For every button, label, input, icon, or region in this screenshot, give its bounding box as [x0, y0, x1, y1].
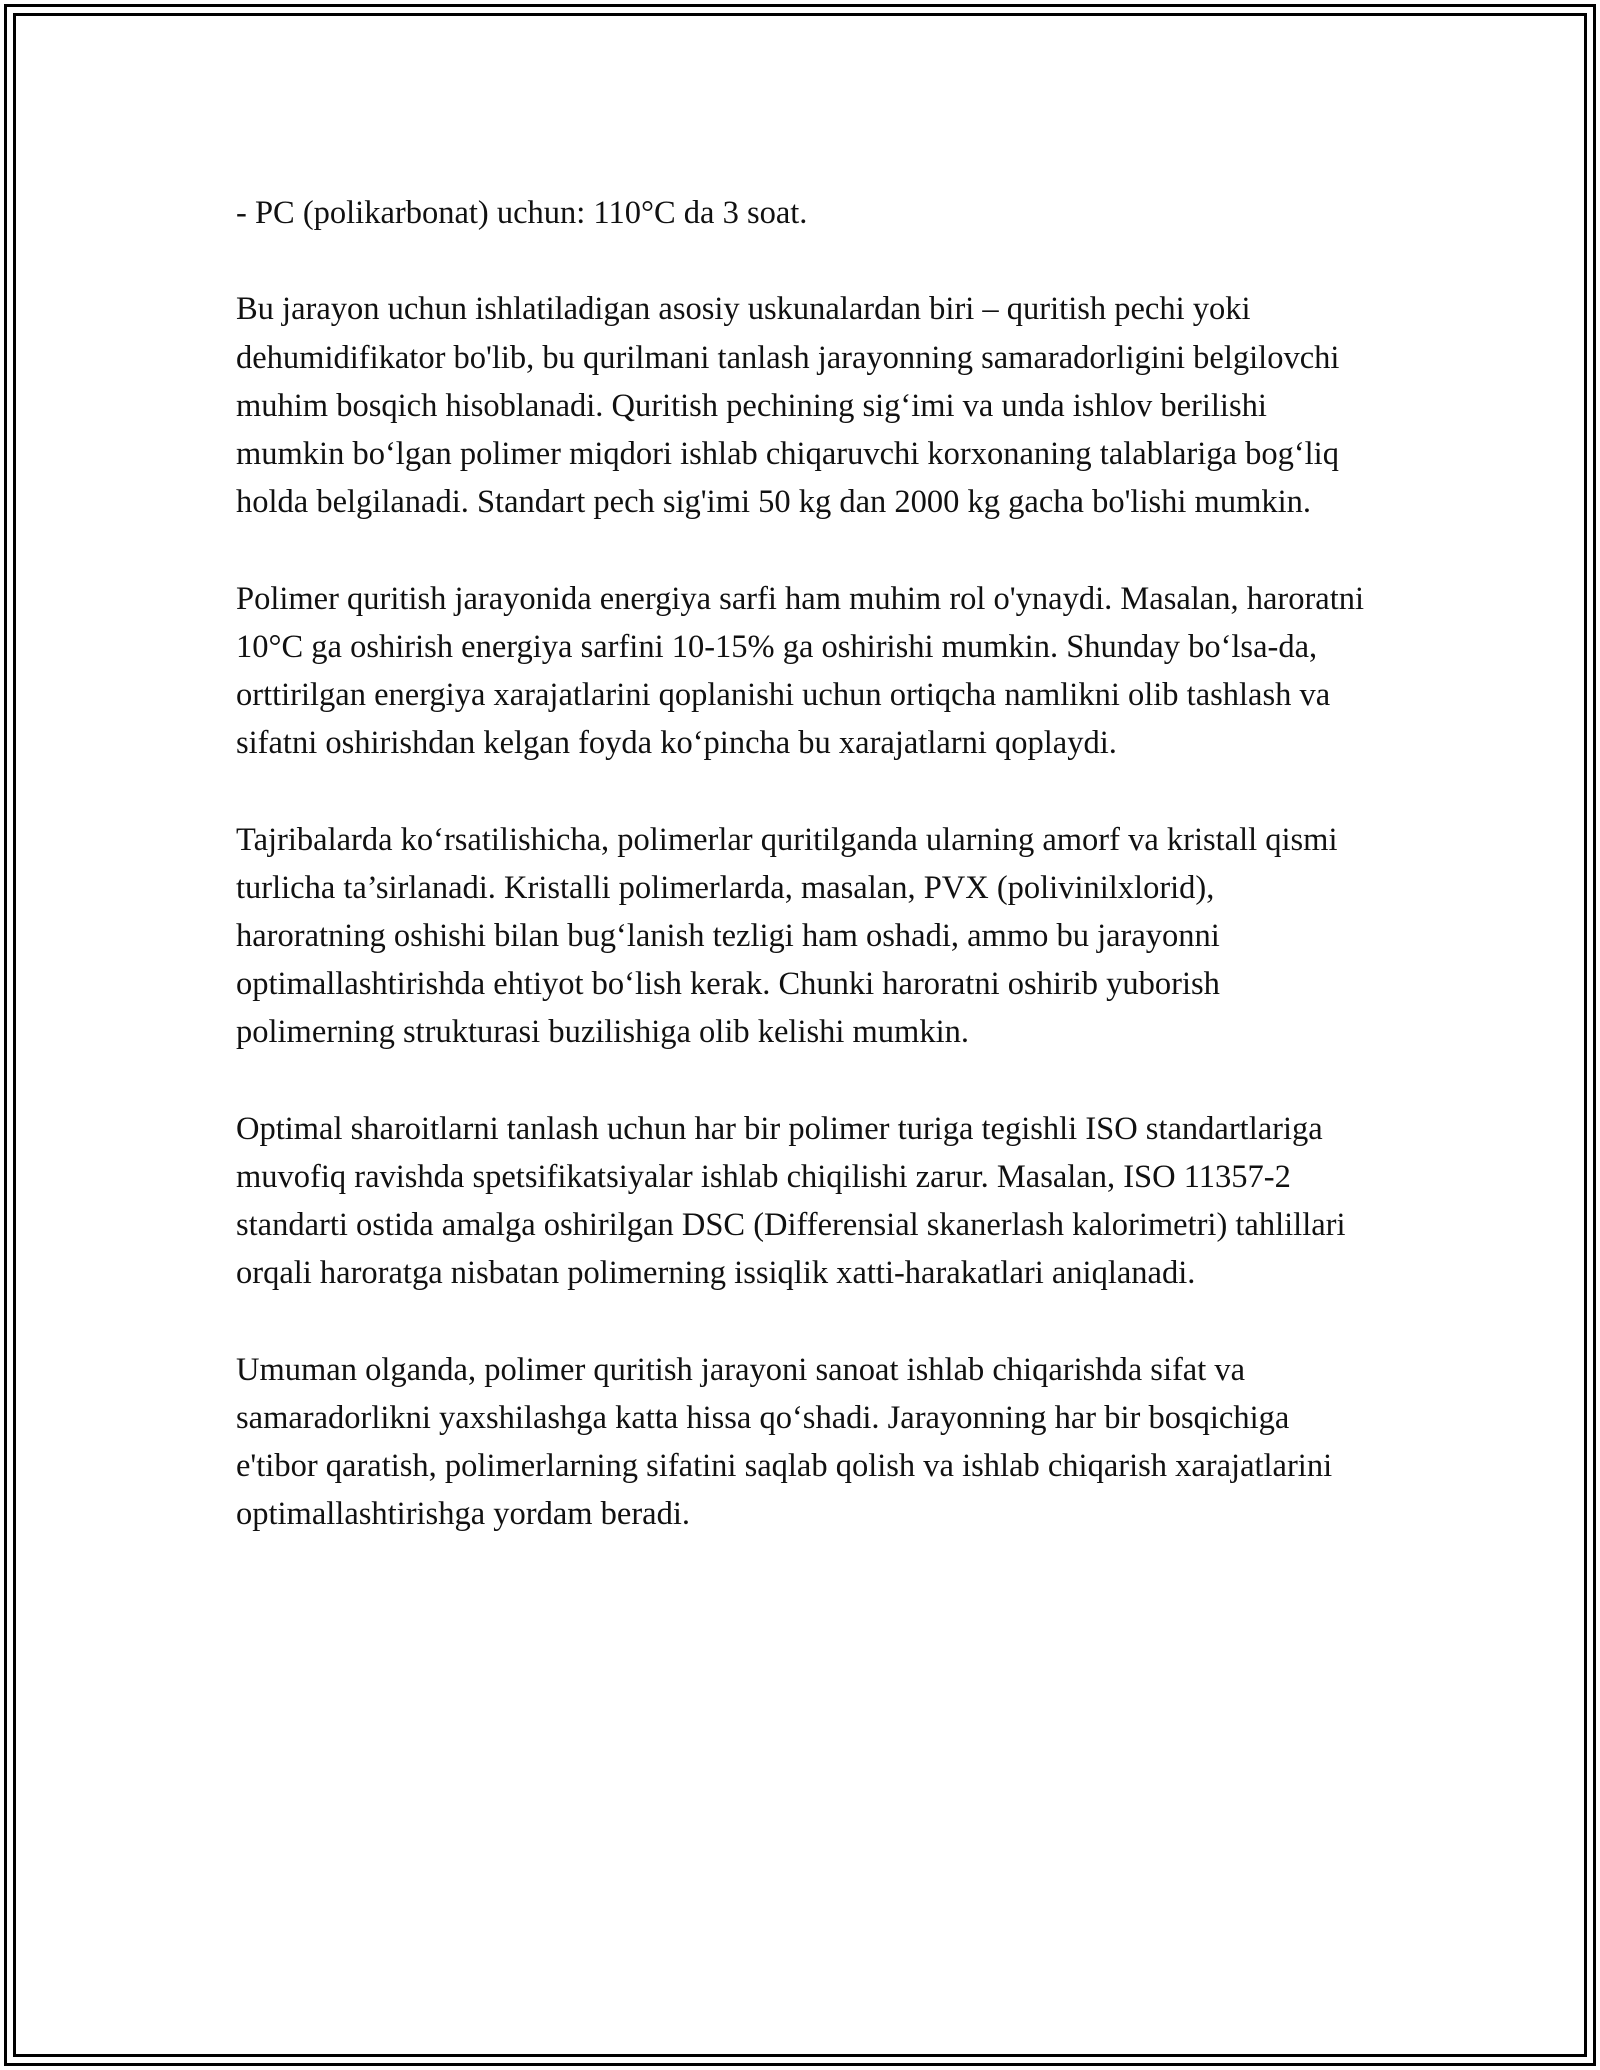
paragraph-conclusion: Umuman olganda, polimer quritish jarayoni sanoat ishlab chiqarishda sifat va samaradorlikni yaxshilashga katta hissa qo‘shadi. Jarayonning har bir bosqichiga e'tibor qaratish, polimerlarning sifatini saqlab qolish va ishlab chiqarish xarajatlarini optimallashtirishga yordam beradi.: [236, 1351, 1333, 1533]
paragraph-iso-standards: Optimal sharoitlarni tanlash uchun har bir polimer turiga tegishli ISO standartlariga muvofiq ravishda spetsifikatsiyalar ishlab chiqilishi zarur. Masalan, ISO 11357-2 standarti ostida amalga oshirilgan DSC (Differensial skanerlash kalorimetri) tahlillari orqali haroratga nisbatan polimerning issiqlik xatti-harakatlari aniqlanadi.: [236, 1110, 1346, 1292]
paragraph-experiments: Tajribalarda ko‘rsatilishicha, polimerlar quritilganda ularning amorf va kristall qismi turlicha ta’sirlanadi. Kristalli polimerlarda, masalan, PVX (polivinilxlorid), haroratning oshishi bilan bug‘lanish tezligi ham oshadi, ammo bu jarayonni optimallashtirishda ehtiyot bo‘lish kerak. Chunki haroratni oshirib yuborish polimerning strukturasi buzilishiga olib kelishi mumkin.: [236, 821, 1338, 1051]
paragraph-drying-equipment: Bu jarayon uchun ishlatiladigan asosiy uskunalardan biri – quritish pechi yoki dehumidifikator bo'lib, bu qurilmani tanlash jarayonning samaradorligini belgilovchi muhim bosqich hisoblanadi. Quritish pechining sig‘imi va unda ishlov berilishi mumkin bo‘lgan polimer miqdori ishlab chiqaruvchi korxonaning talablariga bog‘liq holda belgilanadi. Standart pech sig'imi 50 kg dan 2000 kg gacha bo'lishi mumkin.: [236, 291, 1340, 521]
paragraph-energy-consumption: Polimer quritish jarayonida energiya sarfi ham muhim rol o'ynaydi. Masalan, haroratni 10°C ga oshirish energiya sarfini 10-15% ga oshirishi mumkin. Shunday bo‘lsa-da, orttirilgan energiya xarajatlarini qoplanishi uchun ortiqcha namlikni olib tashlash va sifatni oshirishdan kelgan foyda ko‘pincha bu xarajatlarni qoplaydi.: [236, 580, 1365, 762]
paragraph-pc-drying: - PC (polikarbonat) uchun: 110°C da 3 soat.: [236, 195, 808, 231]
document-body: [236, 189, 1366, 1587]
